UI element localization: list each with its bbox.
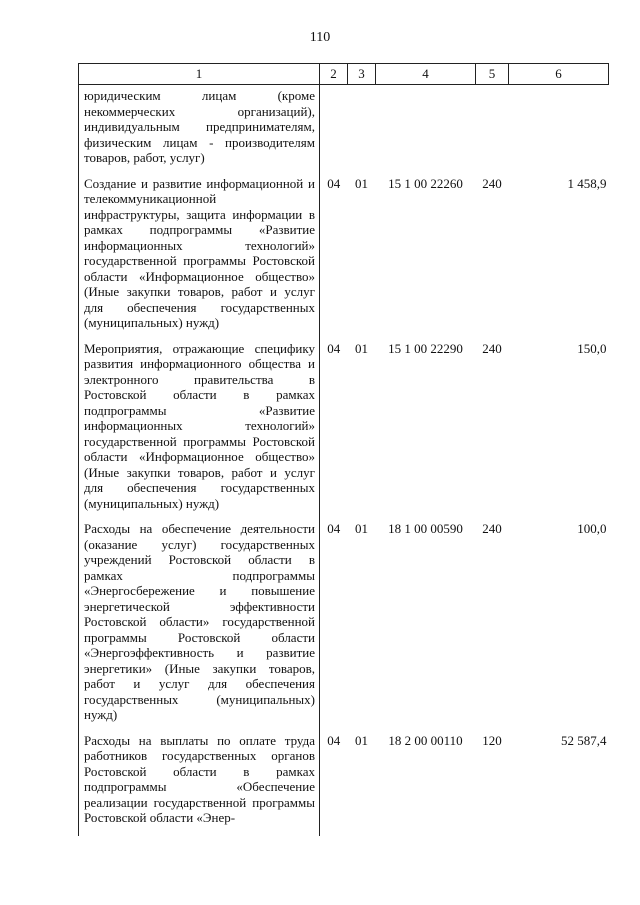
row-target-code: 15 1 00 22260 bbox=[388, 175, 463, 191]
row-description: Мероприятия, отражающие специфику развития информационного общества и электронного правительства в Ростовской области в рамках подпрограммы «Развитие информационных технологий» государственной программы Ростовской области «Информационное общество» (Иные закупки товаров, работ и услуг для обеспечения государственных (муниципальных) нужд) bbox=[79, 341, 320, 522]
row-section-code: 04 bbox=[327, 340, 341, 356]
header-column-2: 2 bbox=[320, 64, 348, 85]
page-number: 110 bbox=[309, 30, 331, 45]
row-description: Создание и развитие информационной и телекоммуникационной инфраструктуры, защита информации в рамках подпрограммы «Развитие информационных технологий» государственной программы Ростовской области «Информационное общество» (Иные закупки товаров, работ и услуг для обеспечения государственных (муниципальных) нужд) bbox=[79, 176, 320, 341]
row-expense-type-code: 240 bbox=[482, 521, 502, 536]
table-row bbox=[79, 521, 609, 733]
row-subsection-code: 01 bbox=[355, 732, 368, 748]
header-column-1: 1 bbox=[79, 64, 320, 85]
row-amount: 1 458,9 bbox=[567, 175, 607, 191]
row-expense-type-code: 240 bbox=[482, 340, 502, 356]
row-target-code: 15 1 00 22290 bbox=[388, 340, 463, 356]
row-target-code: 18 2 00 00110 bbox=[388, 732, 463, 748]
row-target-code: 18 1 00 00590 bbox=[388, 521, 463, 536]
row-amount: 150,0 bbox=[577, 340, 607, 356]
row-amount: 100,0 bbox=[577, 521, 607, 536]
header-column-6: 6 bbox=[509, 64, 609, 85]
table-header-row bbox=[79, 64, 609, 85]
row-section-code: 04 bbox=[327, 521, 341, 536]
header-column-5: 5 bbox=[476, 64, 509, 85]
row-description: Расходы на выплаты по оплате труда работников государственных органов Ростовской области в рамках подпрограммы «Обеспечение реализации государственной программы Ростовской области «Энер- bbox=[79, 733, 320, 836]
budget-table bbox=[78, 63, 609, 836]
row-subsection-code: 01 bbox=[355, 521, 368, 536]
header-column-4: 4 bbox=[376, 64, 476, 85]
row-section-code: 04 bbox=[327, 175, 341, 191]
header-column-3: 3 bbox=[348, 64, 376, 85]
table-row bbox=[79, 341, 609, 522]
row-subsection-code: 01 bbox=[355, 175, 368, 191]
row-description: юридическим лицам (кроме некоммерческих организаций), индивидуальным предпринимателям, физическим лицам - производителям товаров, работ, услуг) bbox=[79, 85, 320, 176]
row-description: Расходы на обеспечение деятельности (оказание услуг) государственных учреждений Ростовской области в рамках подпрограммы «Энергосбережение и повышение энергетической эффективности Ростовской области» государственной программы Ростовской области «Энергоэффективность и развитие энергетики» (Иные закупки товаров, работ и услуг для обеспечения государственных (муниципальных) нужд) bbox=[79, 521, 320, 733]
row-section-code: 04 bbox=[327, 732, 341, 748]
row-expense-type-code: 120 bbox=[482, 732, 502, 748]
row-amount: 52 587,4 bbox=[561, 732, 607, 748]
row-subsection-code: 01 bbox=[355, 340, 368, 356]
row-expense-type-code: 240 bbox=[482, 175, 502, 191]
table-row bbox=[79, 176, 609, 341]
table-row bbox=[79, 733, 609, 836]
table-row-continuation bbox=[79, 85, 609, 176]
